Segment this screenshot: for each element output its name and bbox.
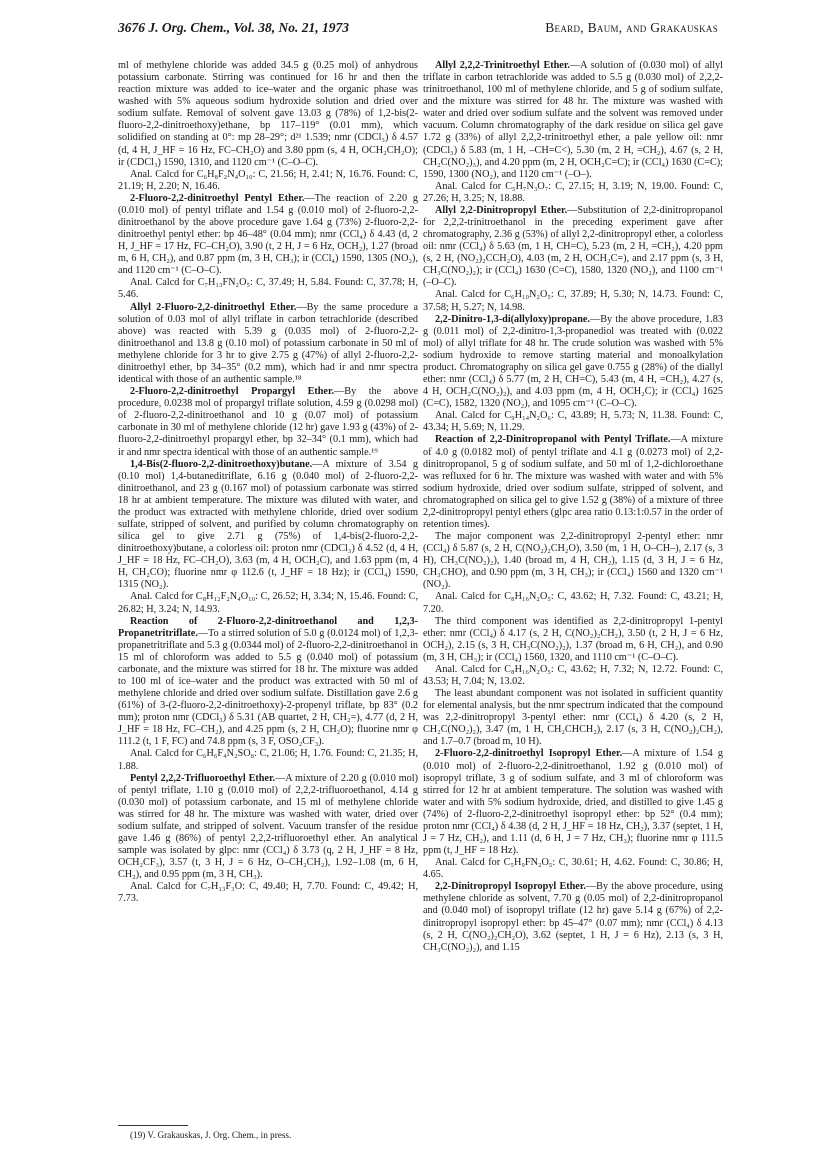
paragraph-text: —A solution of (0.030 mol) of allyl triflate in carbon tetrachloride was added to 5.5 g (0.030 mol) of 2,2,2-trinitroethanol, 100 ml of methylene chloride, and 5 g of sodium sulfate, and the mixture was stirred for 48 hr. The mixture was washed with water and dried over sodium sulfate and the solvent was removed under vacuum. Column chromatography of the dark residue on silica gel gave 1.72 g (33%) of allyl 2,2,2-trinitroethyl ether, a pale yellow oil: nmr (CDCl₃) δ 5.83 (m, 1 H, –CH=C<), 5.30 (m, 2 H, =CH₂), 4.67 (s, 2 H, CH₂C(NO₂)₃), and 4.20 ppm (m, 2 H, OCH₂C=C); ir (CCl₄) 1630 (C=C); 1590, 1300 (NO₂), and 1120 cm⁻¹ (–O–).: [423, 60, 723, 180]
left-column: [118, 60, 418, 905]
paragraph: [118, 60, 418, 169]
paragraph: [118, 302, 418, 387]
right-column: [423, 60, 723, 954]
section-heading: Allyl 2,2-Dinitropropyl Ether.: [435, 204, 568, 216]
paragraph: [423, 748, 723, 857]
paragraph: [423, 857, 723, 881]
paragraph: [118, 881, 418, 905]
paragraph-text: The least abundant component was not isolated in sufficient quantity for elemental analysis, but the nmr spectrum indicated that the compound was 2,2-dinitropropyl 3-pentyl ether: nmr (CCl₄) δ 4.20 (s, 2 H, CH₂C(NO₂)₂), 3.47 (m, 1 H, CH₂CHCH₂), 2.17 (s, 3 H, C(NO₂)₂CH₂), and 1.7–0.7 (broad m, 10 H).: [423, 688, 723, 748]
section-heading: 2-Fluoro-2,2-dinitroethyl Isopropyl Ether.: [435, 748, 623, 760]
paragraph-text: —To a stirred solution of 5.0 g (0.0124 mol) of 1,2,3-propanetritriflate and 5.3 g (0.0344 mol) of 2-fluoro-2,2-dinitroethanol in 15 ml of chloroform was added to 5.5 g (0.040 mol) of potassium carbonate, and the mixture was stirred for 18 hr. The mixture was added to 100 ml of ice–water and the product was extracted with 50 ml of methylene chloride and dried over sodium sulfate. Distillation gave 2.6 g (61%) of 3-(2-fluoro-2,2-dinitroethoxy)-2-propenyl triflate, bp 83° (0.2 mm); proton nmr (CDCl₃) δ 5.31 (AB quartet, 2 H, CH₂=), 4.77 (d, 2 H, J_HF = 18 Hz, FC–CH₂), and 4.25 ppm (s, 2 H, CH₂O); fluorine nmr φ 111.2 (t, 1 F, FC) and 74.8 ppm (s, 3 F, OSO₂CF₃).: [118, 627, 418, 748]
paragraph: [423, 289, 723, 313]
header-authors: Beard, Baum, and Grakauskas: [545, 20, 718, 35]
paragraph: [423, 205, 723, 290]
paragraph-text: —By the above procedure, 1.83 g (0.011 mol) of 2,2-dinitro-1,3-propanediol was treated with (0.022 mol) of allyl triflate for 48 hr. The crude solution was washed with 5% sodium hydroxide to remove starting material and monoalkylation product. Chromatography on silica gel gave 0.755 g (28%) of the diallyl ether: nmr (CCl₄) δ 5.77 (m, 2 H, CH=C), 5.43 (m, 4 H, =CH₂), 4.27 (s, 4 H, OCH₂C(NO₂)₂), and 4.03 ppm (m, 4 H, OCH₂C); ir (CCl₄) 1625 (C=C), 1582, 1320 (NO₂), and 1095 cm⁻¹ (C–O–C).: [423, 313, 723, 410]
paragraph-text: Anal. Calcd for C₆H₁₀N₂O₅: C, 37.89; H, 5.30; N, 14.73. Found: C, 37.58; H, 5.27; N, 14.98.: [423, 289, 723, 313]
section-heading: 1,4-Bis(2-fluoro-2,2-dinitroethoxy)butane.: [130, 458, 313, 470]
paragraph: [118, 386, 418, 458]
paragraph-text: —A mixture of 1.54 g (0.010 mol) of 2-fluoro-2,2-dinitroethanol, 1.92 g (0.010 mol) of isopropyl triflate, 3 g of sodium sulfate, and 3 ml of chloroform was stirred for 12 hr at ambient temperature. The solution was washed with water and with 5% sodium hydroxide, dried, and distilled to give 1.45 g (74%) of 2-fluoro-2,2-dinitroethyl isopropyl ether: bp 52° (0.4 mm); proton nmr (CCl₄) δ 4.38 (d, 2 H, J_HF = 18 Hz, CH₂), 3.37 (septet, 1 H, J = 7 Hz, CH₂), and 1.11 (d, 6 H, J = 7 Hz, CH₃); fluorine nmr φ 111.5 ppm (t, J_HF = 18 Hz).: [423, 748, 723, 857]
paragraph-text: Anal. Calcd for C₈H₁₂F₂N₄O₁₀: C, 26.52; H, 3.34; N, 15.46. Found: C, 26.82; H, 3.24; N, 14.93.: [118, 591, 418, 615]
section-heading: Pentyl 2,2,2-Trifluoroethyl Ether.: [130, 772, 276, 784]
paragraph: [423, 664, 723, 688]
section-heading: 2,2-Dinitro-1,3-di(allyloxy)propane.: [435, 313, 590, 325]
paragraph: [118, 277, 418, 301]
paragraph: [118, 591, 418, 615]
paragraph: [423, 688, 723, 748]
paragraph-text: —By the same procedure a solution of 0.03 mol of allyl triflate in carbon tetrachloride (described above) was reacted with 5.39 g (0.035 mol) of 2-fluoro-2,2-dinitroethanol and 13.8 g (0.10 mol) of potassium carbonate in 50 ml of methylene chloride for 3 hr to give 2.75 g (47%) of allyl 2-fluoro-2,2-dinitroethyl ether, bp 34–35° (0.2 mm), which had ir and nmr spectra identical with those of an authentic sample.¹⁸: [118, 301, 418, 386]
paragraph-text: The third component was identified as 2,2-dinitropropyl 1-pentyl ether: nmr (CCl₄) δ 4.17 (s, 2 H, C(NO₂)₂CH₂), 3.50 (t, 2 H, J = 6 Hz, OCH₂), 2.15 (s, 3 H, CH₃C(NO₂)₂), 1.37 (broad m, 6 H, CH₂), and 0.90 (m, 3 H, CH₃); ir (CCl₄) 1560, 1320, and 1110 cm⁻¹ (C–O–C).: [423, 615, 723, 663]
paragraph-text: Anal. Calcd for C₅H₉FN₂O₅: C, 30.61; H, 4.62. Found: C, 30.86; H, 4.65.: [423, 857, 723, 881]
paragraph: [118, 748, 418, 772]
paragraph: [423, 531, 723, 591]
paragraph-text: —The reaction of 2.20 g (0.010 mol) of pentyl triflate and 1.54 g (0.010 mol) of 2-fluoro-2,2-dinitroethanol by the above procedure gave 1.64 g (73%) 2-fluoro-2,2-dinitroethyl pentyl ether: bp 46–48° (0.04 mm); nmr (CCl₄) δ 4.43 (d, 2 H, J_HF = 17 Hz, FC–CH₂O), 3.90 (t, 2 H, J = 6 Hz, OCH₂), 1.27 (broad m, 6 H, CH₂), and 0.87 ppm (m, 3 H, CH₃); ir (CCl₄) 1590, 1305 (NO₂), and 1120 cm⁻¹ (C–O–C).: [118, 192, 418, 277]
section-heading: Allyl 2,2,2-Trinitroethyl Ether.: [435, 60, 570, 71]
paragraph: [118, 616, 418, 749]
paragraph: [423, 434, 723, 531]
header-journal: 3676 J. Org. Chem., Vol. 38, No. 21, 1973: [118, 20, 350, 35]
running-header: [118, 20, 718, 42]
section-heading: Reaction of 2-Fluoro-2,2-dinitroethanol and 1,2,3-Propanetritriflate.: [118, 615, 418, 639]
paragraph-text: ml of methylene chloride was added 34.5 g (0.25 mol) of anhydrous potassium carbonate. Stirring was continued for 16 hr and then the reaction mixture was added to ice–water and the organic phase was washed with 5% aqueous sodium hydroxide solution and dried over sodium sulfate. Removal of solvent gave 13.03 g (78%) of 1,2-bis(2-fluoro-2,2-dinitroethoxy)ethane, bp 117–119° (0.01 mm), which solidified on standing at 0°: mp 28–29°; d²¹ 1.539; nmr (CDCl₃) δ 4.57 (d, 4 H, J_HF = 16 Hz, FC–CH₂O) and 3.80 ppm (s, 4 H, OCH₂CH₂O); ir (CDCl₃) 1590, 1310, and 1120 cm⁻¹ (C–O–C).: [118, 60, 418, 168]
paragraph: [118, 459, 418, 592]
paragraph-text: —A mixture of 3.54 g (0.10 mol) 1,4-butaneditriflate, 6.16 g (0.040 mol) of 2-fluoro-2,2-dinitroethanol, and 23 g (0.167 mol) of potassium carbonate was stirred 18 hr at ambient temperature. The mixture was diluted with water, and the product was extracted with methylene chloride, dried over sodium sulfate, stripped of solvent, and purified by column chromatography on silica gel to give 2.71 g (75%) of 1,4-bis(2-fluoro-2,2-dinitroethoxy)butane, a colorless oil: proton nmr (CDCl₃) δ 4.52 (d, 4 H, J_HF = 18 Hz, FC–CH₂O), 3.63 (m, 4 H, OCH₂C), and 1.63 ppm (m, 4 H, CH₂CO); fluorine nmr φ 112.6 (t, J_HF = 18 Hz); ir (CCl₄) 1590, 1315 (NO₂).: [118, 458, 418, 591]
paragraph: [118, 169, 418, 193]
section-heading: Allyl 2-Fluoro-2,2-dinitroethyl Ether.: [130, 301, 297, 313]
paragraph-text: Anal. Calcd for C₅H₇N₃O₇: C, 27.15; H, 3.19; N, 19.00. Found: C, 27.26; H, 3.25; N, 18.88.: [423, 180, 723, 204]
paragraph: [423, 314, 723, 411]
paragraph-text: Anal. Calcd for C₈H₁₆N₂O₅: C, 43.62; H, 7.32; N, 12.72. Found: C, 43.53; H, 7.04; N, 13.02.: [423, 663, 723, 687]
paragraph: [423, 881, 723, 953]
paragraph: [423, 591, 723, 615]
footnote: (19) V. Grakauskas, J. Org. Chem., in press.: [130, 1130, 292, 1140]
paragraph: [423, 410, 723, 434]
section-heading: 2-Fluoro-2,2-dinitroethyl Propargyl Ether.: [130, 386, 335, 398]
paragraph-text: Anal. Calcd for C₆H₈F₂N₄O₁₀: C, 21.56; H, 2.41; N, 16.76. Found: C, 21.19; H, 2.20; N, 16.46.: [118, 168, 418, 192]
paragraph-text: Anal. Calcd for C₇H₁₃F₃O: C, 49.40; H, 7.70. Found: C, 49.42; H, 7.73.: [118, 881, 418, 905]
paragraph-text: Anal. Calcd for C₉H₁₄N₂O₆: C, 43.89; H, 5.73; N, 11.38. Found: C, 43.34; H, 5.69; N, 11.29.: [423, 410, 723, 434]
paragraph: [423, 60, 723, 181]
paragraph: [118, 773, 418, 882]
section-heading: 2,2-Dinitropropyl Isopropyl Ether.: [435, 881, 586, 893]
paragraph: [423, 616, 723, 664]
paragraph-text: Anal. Calcd for C₆H₆F₄N₂SO₈: C, 21.06; H, 1.76. Found: C, 21.35; H, 1.88.: [118, 748, 418, 772]
paragraph: [423, 181, 723, 205]
paragraph: [118, 193, 418, 278]
paragraph-text: Anal. Calcd for C₇H₁₃FN₂O₅: C, 37.49; H, 5.84. Found: C, 37.78; H, 5.46.: [118, 277, 418, 301]
paragraph-text: The major component was 2,2-dinitropropyl 2-pentyl ether: nmr (CCl₄) δ 5.87 (s, 2 H, C(NO₂)₂CH₂O), 3.50 (m, 1 H, O–CH–), 2.17 (s, 3 H), CH₃C(NO₂)₂), 1.40 (broad m, 4 H, CH₂), 1.15 (d, 3 H, J = 6 Hz, CH₃CHO), and 0.90 ppm (m, 3 H, CH₃); ir (CCl₄) 1560 and 1320 cm⁻¹ (NO₂).: [423, 531, 723, 591]
paragraph-text: —Substitution of 2,2-dinitropropanol for 2,2,2-trinitroethanol in the preceding experiment gave after chromatography, 2.36 g (53%) of allyl 2,2-dinitropropyl ether, a colorless oil: nmr (CCl₄) δ 5.63 (m, 1 H, CH=C), 5.23 (m, 2 H, =CH₂), 4.20 ppm (s, 2 H, (NO₂)₂CCH₂O), 4.03 (m, 2 H, OCH₂C=), and 2.17 ppm (s, 3 H, CH₃C(NO₂)₂); ir (CCl₄) 1630 (C=C), 1580, 1320 (NO₂), and 1100 cm⁻¹ (–O–C).: [423, 204, 723, 289]
paragraph-text: —A mixture of 4.0 g (0.0182 mol) of pentyl triflate and 4.1 g (0.0273 mol) of 2,2-dinitropropanol, 5 g of sodium sulfate, and 50 ml of 1,2-dichloroethane was refluxed for 6 hr. The mixture was washed with water and with 5% sodium hydroxide, dried over sodium sulfate, stripped of solvent, and chromatographed on silica gel to give 1.52 g (38%) of a mixture of three 2,2-dinitropropyl pentyl ethers (glpc area ratio 0.13:1:0.57 in the order of retention times).: [423, 434, 723, 530]
paragraph-text: Anal. Calcd for C₈H₁₆N₂O₅: C, 43.62; H, 7.32. Found: C, 43.21; H, 7.20.: [423, 591, 723, 615]
paragraph-text: —A mixture of 2.20 g (0.010 mol) of pentyl triflate, 1.10 g (0.010 mol) of 2,2,2-trifluoroethanol, 4.14 g (0.030 mol) of potassium carbonate, and 15 ml of methylene chloride was stirred for 48 hr. The mixture was washed with water, dried over sodium sulfate, and stripped of solvent. Vacuum transfer of the residue gave 1.46 g (86%) of pentyl 2,2,2-trifluoroethyl ether. An analytical sample was isolated by glpc: nmr (CCl₄) δ 3.73 (q, 2 H, J_HF = 8 Hz, OCH₂CF₃), 3.57 (t, 3 H, J = 6 Hz, O–CH₂CH₂), 1.92–1.08 (m, 6 H, CH₂), and 0.95 ppm (m, 3 H, CH₃).: [118, 772, 418, 881]
paragraph-text: —By the above procedure, 0.0238 mol of propargyl triflate solution, 4.59 g (0.0298 mol) of 2-fluoro-2,2-dinitroethanol and 10 g (0.07 mol) of potassium carbonate in 30 ml of methylene chloride (12 hr) gave 1.93 g (43%) of 2-fluoro-2,2-dinitroethyl propargyl ether, bp 32–34° (0.1 mm), which had ir and nmr spectra identical with those of an authentic sample.¹⁹: [118, 386, 418, 458]
section-heading: 2-Fluoro-2,2-dinitroethyl Pentyl Ether.: [130, 192, 305, 204]
footnote-rule: [118, 1125, 188, 1126]
section-heading: Reaction of 2,2-Dinitropropanol with Pentyl Triflate.: [435, 434, 671, 446]
paragraph-text: —By the above procedure, using methylene chloride as solvent, 7.70 g (0.05 mol) of 2,2-dinitropropanol and (0.040 mol) of isopropyl triflate (12 hr) gave 5.14 g (67%) of 2,2-dinitropropyl isopropyl ether: bp 45–47° (0.07 mm); nmr (CCl₄) δ 4.13 (s, 2 H, C(NO₂)₂CH₂O), 3.62 (septet, 1 H, J = 6 Hz), 2.13 (s, 3 H, CH₃C(NO₂)₂), and 1.15: [423, 881, 723, 953]
